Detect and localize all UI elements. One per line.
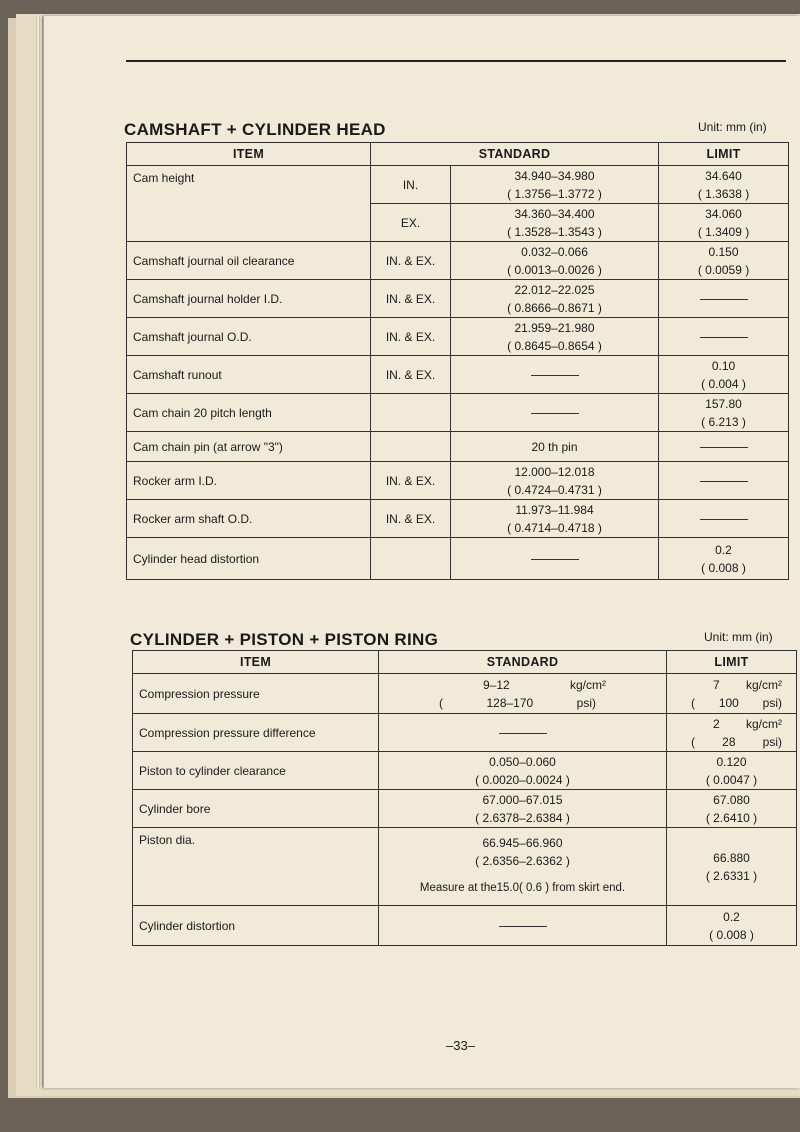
paren: ( <box>439 695 443 710</box>
item-label: Compression pressure difference <box>133 714 379 752</box>
lim-in: ( 6.213 ) <box>701 414 746 429</box>
item-label: Cam chain 20 pitch length <box>127 394 371 432</box>
standard-value <box>451 204 659 242</box>
std-mm: 34.940–34.980 <box>514 168 595 183</box>
table-row <box>127 394 789 432</box>
standard-value <box>451 500 659 538</box>
std-kg-unit: kg/cm² <box>570 677 606 692</box>
paren: ( <box>691 734 695 749</box>
table-row <box>127 538 789 580</box>
table-row <box>127 462 789 500</box>
lim-mm: 157.80 <box>705 396 742 411</box>
standard-value <box>451 280 659 318</box>
header-item: ITEM <box>127 143 371 166</box>
header-item: ITEM <box>133 651 379 674</box>
table-row <box>133 674 797 714</box>
item-label: Cylinder distortion <box>133 906 379 946</box>
table-row <box>133 752 797 790</box>
sub-label: IN. & EX. <box>371 462 451 500</box>
lim-kg: 2 <box>713 716 720 731</box>
item-label: Cylinder bore <box>133 790 379 828</box>
limit-value <box>659 394 789 432</box>
limit-value <box>659 318 789 356</box>
lim-kg-unit: kg/cm² <box>746 677 782 692</box>
std-in: ( 2.6378–2.6384 ) <box>475 810 570 825</box>
std-mm: 34.360–34.400 <box>514 206 595 221</box>
lim-in: ( 1.3638 ) <box>697 186 750 201</box>
table-row <box>127 242 789 280</box>
dash <box>700 481 748 482</box>
item-label: Compression pressure <box>133 674 379 714</box>
std-psi-unit: psi) <box>576 695 596 710</box>
section-unit-camshaft: Unit: mm (in) <box>698 120 767 134</box>
dash <box>531 559 579 560</box>
section-title-camshaft: CAMSHAFT + CYLINDER HEAD <box>124 120 386 139</box>
page-number: –33– <box>446 1038 475 1053</box>
item-label: Camshaft journal holder I.D. <box>127 280 371 318</box>
table-row <box>127 432 789 462</box>
std-in: ( 0.0013–0.0026 ) <box>507 262 602 277</box>
table-row <box>133 828 797 906</box>
limit-value <box>667 674 797 714</box>
section-title-cylinder: CYLINDER + PISTON + PISTON RING <box>130 630 439 649</box>
table-row <box>127 500 789 538</box>
lim-mm: 0.2 <box>715 542 732 557</box>
lim-mm: 0.120 <box>716 754 747 769</box>
sub-label: IN. & EX. <box>371 500 451 538</box>
sub-label: IN. & EX. <box>371 318 451 356</box>
dash <box>700 337 748 338</box>
std-in: ( 0.0020–0.0024 ) <box>475 772 570 787</box>
header-standard: STANDARD <box>379 651 667 674</box>
std-in: ( 0.4714–0.4718 ) <box>507 520 602 535</box>
dash <box>499 733 547 734</box>
item-label: Piston to cylinder clearance <box>133 752 379 790</box>
standard-value <box>379 828 667 906</box>
std-in: ( 0.4724–0.4731 ) <box>507 482 602 497</box>
standard-value <box>451 166 659 204</box>
item-label: Camshaft journal O.D. <box>127 318 371 356</box>
sub-label: IN. & EX. <box>371 280 451 318</box>
lim-mm: 0.2 <box>723 909 740 924</box>
header-rule <box>126 60 786 62</box>
lim-psi-unit: psi) <box>762 734 782 749</box>
sub-label <box>371 432 451 462</box>
std-mm: 0.032–0.066 <box>521 244 588 259</box>
dash <box>499 926 547 927</box>
limit-value <box>659 500 789 538</box>
limit-value <box>659 356 789 394</box>
lim-kg: 7 <box>713 677 720 692</box>
std-mm: 0.050–0.060 <box>489 754 556 769</box>
standard-value: 20 th pin <box>451 432 659 462</box>
item-label: Cam chain pin (at arrow "3") <box>127 432 371 462</box>
dash <box>531 375 579 376</box>
lim-in: ( 0.004 ) <box>701 376 746 391</box>
sub-label: IN. <box>371 166 451 204</box>
cylinder-spec-table <box>132 650 797 946</box>
lim-psi: 28 <box>722 734 736 749</box>
header-limit: LIMIT <box>667 651 797 674</box>
measurement-note: Measure at the15.0( 0.6 ) from skirt end. <box>419 882 626 894</box>
sub-label: IN. & EX. <box>371 356 451 394</box>
std-psi: 128–170 <box>486 695 534 710</box>
item-label: Camshaft journal oil clearance <box>127 242 371 280</box>
lim-in: ( 2.6410 ) <box>705 810 758 825</box>
item-label: Cylinder head distortion <box>127 538 371 580</box>
table-row <box>127 280 789 318</box>
lim-mm: 0.10 <box>711 358 736 373</box>
lim-in: ( 0.008 ) <box>701 560 746 575</box>
limit-value <box>667 790 797 828</box>
limit-value <box>659 166 789 204</box>
table-header-row <box>127 143 789 166</box>
lim-in: ( 0.0047 ) <box>705 772 758 787</box>
std-mm: 67.000–67.015 <box>482 792 563 807</box>
lim-in: ( 0.0059 ) <box>697 262 750 277</box>
standard-value <box>451 394 659 432</box>
table-row <box>133 790 797 828</box>
std-in: ( 0.8666–0.8671 ) <box>507 300 602 315</box>
table-header-row <box>133 651 797 674</box>
standard-value <box>379 674 667 714</box>
std-in: ( 1.3528–1.3543 ) <box>507 224 602 239</box>
limit-value <box>659 462 789 500</box>
lim-mm: 67.080 <box>713 792 750 807</box>
lim-mm: 34.640 <box>705 168 742 183</box>
std-in: ( 1.3756–1.3772 ) <box>507 186 602 201</box>
std-in: ( 2.6356–2.6362 ) <box>475 854 570 868</box>
item-label: Camshaft runout <box>127 356 371 394</box>
table-row <box>127 166 789 204</box>
std-in: ( 0.8645–0.8654 ) <box>507 338 602 353</box>
std-mm: 12.000–12.018 <box>514 464 595 479</box>
std-mm: 21.959–21.980 <box>514 320 595 335</box>
dash <box>531 413 579 414</box>
standard-value <box>379 714 667 752</box>
lim-in: ( 2.6331 ) <box>705 868 758 883</box>
lim-kg-unit: kg/cm² <box>746 716 782 731</box>
standard-value <box>379 752 667 790</box>
limit-value <box>667 906 797 946</box>
limit-value <box>659 280 789 318</box>
standard-value <box>379 906 667 946</box>
table-row <box>133 906 797 946</box>
std-mm: 22.012–22.025 <box>514 282 595 297</box>
table-row <box>127 318 789 356</box>
lim-psi-unit: psi) <box>762 695 782 710</box>
table-row <box>133 714 797 752</box>
limit-value <box>659 538 789 580</box>
sub-label <box>371 538 451 580</box>
limit-value <box>659 242 789 280</box>
limit-value <box>659 204 789 242</box>
sub-label <box>371 394 451 432</box>
standard-value <box>451 242 659 280</box>
dash <box>700 299 748 300</box>
sub-label: IN. & EX. <box>371 242 451 280</box>
standard-value <box>451 538 659 580</box>
lim-psi: 100 <box>718 695 739 710</box>
standard-value <box>451 318 659 356</box>
limit-value <box>659 432 789 462</box>
table-row <box>127 356 789 394</box>
header-standard: STANDARD <box>371 143 659 166</box>
lim-mm: 0.150 <box>708 244 739 259</box>
lim-in: ( 1.3409 ) <box>697 224 750 239</box>
standard-value <box>451 356 659 394</box>
lim-in: ( 0.008 ) <box>709 927 754 942</box>
section-unit-cylinder: Unit: mm (in) <box>704 630 773 644</box>
dash <box>700 447 748 448</box>
limit-value <box>667 714 797 752</box>
standard-value <box>379 790 667 828</box>
item-label: Piston dia. <box>133 828 379 906</box>
limit-value <box>667 828 797 906</box>
lim-mm: 34.060 <box>705 206 742 221</box>
std-kg: 9–12 <box>483 677 510 692</box>
std-mm: 66.945–66.960 <box>482 836 563 850</box>
paren: ( <box>691 695 695 710</box>
lim-mm: 66.880 <box>713 850 750 865</box>
item-label: Rocker arm I.D. <box>127 462 371 500</box>
camshaft-spec-table <box>126 142 789 580</box>
standard-value <box>451 462 659 500</box>
item-label: Cam height <box>127 166 371 242</box>
header-limit: LIMIT <box>659 143 789 166</box>
sub-label: EX. <box>371 204 451 242</box>
item-label: Rocker arm shaft O.D. <box>127 500 371 538</box>
std-mm: 11.973–11.984 <box>515 502 594 517</box>
dash <box>700 519 748 520</box>
limit-value <box>667 752 797 790</box>
